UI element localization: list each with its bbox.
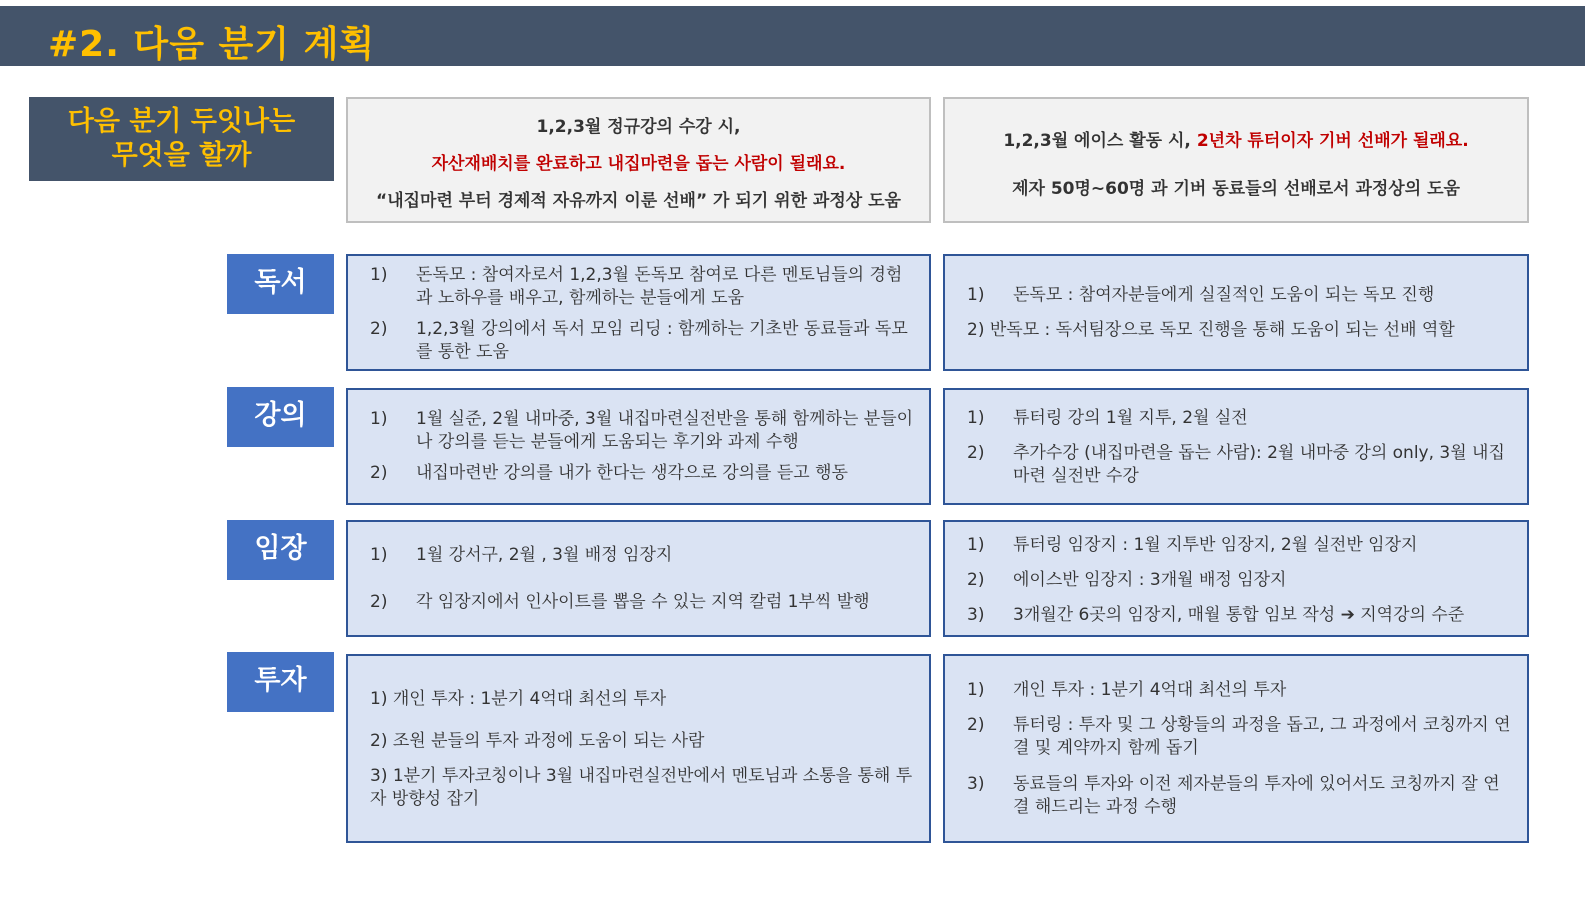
list-item: 2) 조원 분들의 투자 과정에 도움이 되는 사람 — [370, 731, 705, 751]
category-investment: 투자 — [227, 652, 334, 712]
section-label-line2: 무엇을 할까 — [111, 140, 252, 171]
reading-right-box — [943, 254, 1529, 371]
top-right-line1 — [945, 126, 1527, 151]
list-item: 3) 동료들의 투자와 이전 제자분들의 투자에 있어서도 코칭까지 잘 연결 해드리는 과정 수행 — [967, 774, 1500, 817]
list-item: 2) 반독모 : 독서팀장으로 독모 진행을 통해 도움이 되는 선배 역할 — [967, 320, 1455, 340]
list-item: 2) 내집마련반 강의를 내가 한다는 생각으로 강의를 듣고 행동 — [370, 463, 848, 483]
list-item: 2) 에이스반 임장지 : 3개월 배정 임장지 — [967, 570, 1287, 590]
section-label-line1: 다음 분기 두잇나는 — [67, 106, 296, 137]
category-reading: 독서 — [227, 254, 334, 314]
list-item: 1) 개인 투자 : 1분기 4억대 최선의 투자 — [370, 689, 667, 709]
list-item: 1) 1월 강서구, 2월 , 3월 배정 임장지 — [370, 545, 673, 565]
top-left-line2: 자산재배치를 완료하고 내집마련을 돕는 사람이 될래요. — [431, 154, 846, 174]
investment-left-box — [346, 654, 931, 843]
lecture-left-box — [346, 388, 931, 505]
page-title: #2. 다음 분기 계획 — [48, 24, 376, 65]
reading-left-box — [346, 254, 931, 371]
category-lecture: 강의 — [227, 387, 334, 447]
list-item: 1) 개인 투자 : 1분기 4억대 최선의 투자 — [967, 680, 1287, 700]
top-left-line1: 1,2,3월 정규강의 수강 시, — [536, 117, 741, 137]
top-left-box — [346, 97, 931, 223]
list-item: 2) 튜터링 : 투자 및 그 상황들의 과정을 돕고, 그 과정에서 코칭까지 연결 및 계약까지 함께 돕기 — [967, 715, 1511, 758]
site-visit-right-box — [943, 520, 1529, 637]
list-item: 1) 돈독모 : 참여자분들에게 실질적인 도움이 되는 독모 진행 — [967, 285, 1435, 305]
lecture-right-box — [943, 388, 1529, 505]
header-bar — [0, 6, 1585, 66]
investment-right-box — [943, 654, 1529, 843]
list-item: 1) 돈독모 : 참여자로서 1,2,3월 돈독모 참여로 다른 멘토님들의 경험과 노하우를 배우고, 함께하는 분들에게 도움 — [370, 265, 903, 308]
top-right-box — [943, 97, 1529, 223]
list-item: 3) 1분기 투자코칭이나 3월 내집마련실전반에서 멘토님과 소통을 통해 투자 방향성 잡기 — [370, 766, 913, 809]
site-visit-left-box — [346, 520, 931, 637]
list-item: 1) 튜터링 임장지 : 1월 지투반 임장지, 2월 실전반 임장지 — [967, 535, 1418, 555]
list-item: 2) 각 임장지에서 인사이트를 뽑을 수 있는 지역 칼럼 1부씩 발행 — [370, 592, 870, 612]
list-item: 2) 추가수강 (내집마련을 돕는 사람): 2월 내마중 강의 only, 3월 내집마련 실전반 수강 — [967, 443, 1505, 486]
top-right-line2: 제자 50명~60명 과 기버 동료들의 선배로서 과정상의 도움 — [1012, 179, 1460, 199]
top-right-line1-highlight: 2년차 튜터이자 기버 선배가 될래요. — [1196, 131, 1469, 151]
top-right-line1-text: 1,2,3월 에이스 활동 시, — [1003, 131, 1197, 151]
list-item: 1) 1월 실준, 2월 내마중, 3월 내집마련실전반을 통해 함께하는 분들이나 강의를 듣는 분들에게 도움되는 후기와 과제 수행 — [370, 409, 914, 452]
list-item: 1) 튜터링 강의 1월 지투, 2월 실전 — [967, 408, 1248, 428]
list-item: 3) 3개월간 6곳의 임장지, 매월 통합 임보 작성 ➔ 지역강의 수준 — [967, 605, 1465, 625]
section-label — [29, 97, 334, 181]
list-item: 2) 1,2,3월 강의에서 독서 모임 리딩 : 함께하는 기초반 동료들과 독모를 통한 도움 — [370, 319, 908, 362]
category-site-visit: 임장 — [227, 520, 334, 580]
top-left-line3: “내집마련 부터 경제적 자유까지 이룬 선배” 가 되기 위한 과정상 도움 — [376, 191, 901, 211]
